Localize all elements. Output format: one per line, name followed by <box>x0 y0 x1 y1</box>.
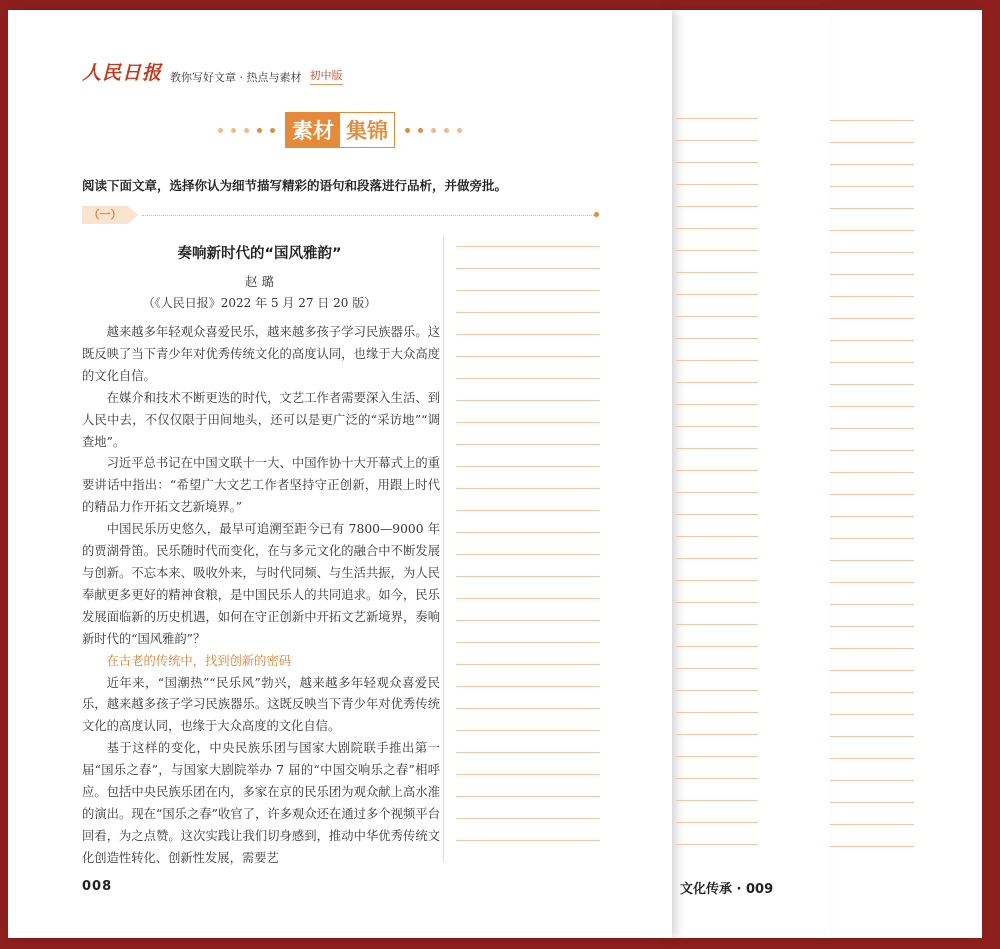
ruled-line <box>830 472 914 473</box>
dot-icon <box>594 212 599 217</box>
section-banner <box>190 115 490 145</box>
ruled-line <box>456 774 600 775</box>
footer-page-number-left: 008 <box>82 879 113 894</box>
ruled-line <box>830 714 914 715</box>
series-title: 教你写好文章 · 热点与素材 <box>170 71 302 84</box>
dot-icon <box>270 128 275 133</box>
ruled-line <box>676 492 758 493</box>
ruled-line <box>676 338 758 339</box>
ruled-line <box>830 164 914 165</box>
ruled-line <box>676 426 758 427</box>
article-subheading: 在古老的传统中，找到创新的密码 <box>106 653 292 668</box>
ruled-line <box>456 752 600 753</box>
ruled-line <box>676 734 758 735</box>
ruled-line <box>830 142 914 143</box>
section-tag <box>82 206 602 226</box>
ruled-line <box>830 626 914 627</box>
ruled-line <box>830 692 914 693</box>
annotation-lines-back1 <box>676 118 758 866</box>
ruled-line <box>676 118 758 119</box>
article-source: （《人民日报》2022 年 5 月 27 日 20 版） <box>142 296 377 310</box>
dot-icon <box>431 128 436 133</box>
ruled-line <box>456 400 600 401</box>
ruled-line <box>676 536 758 537</box>
ruled-line <box>676 690 758 691</box>
ruled-line <box>830 802 914 803</box>
ruled-line <box>676 580 758 581</box>
ruled-line <box>456 312 600 313</box>
ruled-line <box>456 840 600 841</box>
ruled-line <box>676 712 758 713</box>
ruled-line <box>456 532 600 533</box>
ruled-line <box>830 230 914 231</box>
ruled-line <box>676 382 758 383</box>
ruled-line <box>830 252 914 253</box>
ruled-line <box>830 758 914 759</box>
instruction-text: 阅读下面文章，选择你认为细节描写精彩的语句和段落进行品析，并做旁批。 <box>82 178 508 193</box>
ruled-line <box>830 362 914 363</box>
ruled-line <box>830 384 914 385</box>
ruled-line <box>456 730 600 731</box>
dot-icon <box>405 128 410 133</box>
banner-title-part2: 集锦 <box>340 113 394 147</box>
ruled-line <box>456 334 600 335</box>
footer-page-number-right: 文化传承 · 009 <box>680 882 774 897</box>
ruled-line <box>676 140 758 141</box>
ruled-line <box>830 274 914 275</box>
annotation-lines-front <box>456 246 600 862</box>
ruled-line <box>830 824 914 825</box>
ruled-line <box>830 648 914 649</box>
tag-arrow-icon <box>128 206 138 224</box>
ruled-line <box>676 822 758 823</box>
ruled-line <box>676 602 758 603</box>
ruled-line <box>676 646 758 647</box>
ruled-line <box>456 554 600 555</box>
paragraph: 习近平总书记在中国文联十一大、中国作协十大开幕式上的重要讲话中指出：“希望广大文艺工作者坚持守正创新，用跟上时代的精品力作开拓文艺新境界。” <box>82 456 440 515</box>
ruled-line <box>676 272 758 273</box>
ruled-line <box>676 624 758 625</box>
ruled-line <box>676 756 758 757</box>
ruled-line <box>830 450 914 451</box>
ruled-line <box>830 604 914 605</box>
article-title: 奏响新时代的“国风雅韵” <box>177 246 342 262</box>
paragraph: 在媒介和技术不断更迭的时代，文艺工作者需要深入生活、到人民中去，不仅仅限于田间地头，还可以是更广泛的“采访地”“调查地”。 <box>82 390 440 449</box>
ruled-line <box>456 598 600 599</box>
ruled-line <box>676 778 758 779</box>
page-header <box>82 58 343 85</box>
ruled-line <box>830 120 914 121</box>
article-body <box>82 322 440 870</box>
dotted-divider <box>142 215 596 216</box>
ruled-line <box>456 510 600 511</box>
paragraph: 基于这样的变化，中央民族乐团与国家大剧院联手推出第一届“国乐之春”，与国家大剧院举办 7 届的“中国交响乐之春”相呼应。包括中央民族乐团在内，多家在京的民乐团为观众献上高水准的演出。现在“国乐之春”收官了，许多观众还在通过多个视频平台回看，为之点赞。这次实践让我们切身感到，推动中华优秀传统文化创造性转化、创新性发展，需要艺 <box>82 741 440 865</box>
ruled-line <box>456 356 600 357</box>
dot-icon <box>231 128 236 133</box>
ruled-line <box>676 294 758 295</box>
ruled-line <box>676 184 758 185</box>
dot-icon <box>244 128 249 133</box>
ruled-line <box>830 428 914 429</box>
ruled-line <box>456 488 600 489</box>
ruled-line <box>676 360 758 361</box>
ruled-line <box>830 494 914 495</box>
paragraph: 中国民乐历史悠久，最早可追溯至距今已有 7800—9000 年的贾湖骨笛。民乐随时代而变化，在与多元文化的融合中不断发展与创新。不忘本来、吸收外来，与时代同频、与生活共振，为人民奉献更多更好的精神食粮，是中国民乐人的共同追求。如今，民乐发展面临新的历史机遇，如何在守正创新中开拓文艺新境界，奏响新时代的“国风雅韵”？ <box>82 522 440 646</box>
dot-icon <box>257 128 262 133</box>
banner-title-part1: 素材 <box>286 113 340 147</box>
banner-title <box>285 112 395 148</box>
article-author: 赵 璐 <box>245 274 274 289</box>
paragraph: 近年来，“国潮热”“民乐风”勃兴，越来越多年轻观众喜爱民乐，越来越多孩子学习民族器乐。这既反映当下青少年对优秀传统文化的高度认同，也缘于大众高度的文化自信。 <box>82 675 440 734</box>
edition-badge: 初中版 <box>310 67 343 85</box>
ruled-line <box>676 844 758 845</box>
banner-dots-left <box>218 128 275 133</box>
newspaper-logo: 人民日报 <box>82 62 163 84</box>
dot-icon <box>444 128 449 133</box>
ruled-line <box>830 560 914 561</box>
ruled-line <box>456 664 600 665</box>
ruled-line <box>830 846 914 847</box>
ruled-line <box>830 186 914 187</box>
ruled-line <box>456 444 600 445</box>
ruled-line <box>456 620 600 621</box>
ruled-line <box>830 406 914 407</box>
ruled-line <box>830 318 914 319</box>
ruled-line <box>456 642 600 643</box>
ruled-line <box>830 582 914 583</box>
ruled-line <box>676 668 758 669</box>
ruled-line <box>830 538 914 539</box>
ruled-line <box>676 206 758 207</box>
ruled-line <box>830 340 914 341</box>
ruled-line <box>456 686 600 687</box>
ruled-line <box>676 162 758 163</box>
ruled-line <box>456 466 600 467</box>
ruled-line <box>676 800 758 801</box>
ruled-line <box>456 246 600 247</box>
column-divider <box>443 236 444 862</box>
ruled-line <box>676 228 758 229</box>
ruled-line <box>456 268 600 269</box>
ruled-line <box>676 448 758 449</box>
ruled-line <box>830 208 914 209</box>
ruled-line <box>456 796 600 797</box>
ruled-line <box>456 818 600 819</box>
dot-icon <box>457 128 462 133</box>
ruled-line <box>676 316 758 317</box>
section-tag-label: （一） <box>82 206 128 224</box>
ruled-line <box>456 290 600 291</box>
dot-icon <box>218 128 223 133</box>
ruled-line <box>830 736 914 737</box>
paragraph: 越来越多年轻观众喜爱民乐，越来越多孩子学习民族器乐。这既反映了当下青少年对优秀传统文化的高度认同，也缘于大众高度的文化自信。 <box>82 325 440 383</box>
ruled-line <box>676 514 758 515</box>
ruled-line <box>830 516 914 517</box>
ruled-line <box>456 576 600 577</box>
ruled-line <box>830 670 914 671</box>
ruled-line <box>456 378 600 379</box>
dot-icon <box>418 128 423 133</box>
banner-dots-right <box>405 128 462 133</box>
ruled-line <box>456 422 600 423</box>
ruled-line <box>676 404 758 405</box>
ruled-line <box>830 780 914 781</box>
ruled-line <box>676 558 758 559</box>
ruled-line <box>456 708 600 709</box>
annotation-lines-back2 <box>830 120 914 868</box>
ruled-line <box>830 296 914 297</box>
ruled-line <box>676 470 758 471</box>
ruled-line <box>676 250 758 251</box>
